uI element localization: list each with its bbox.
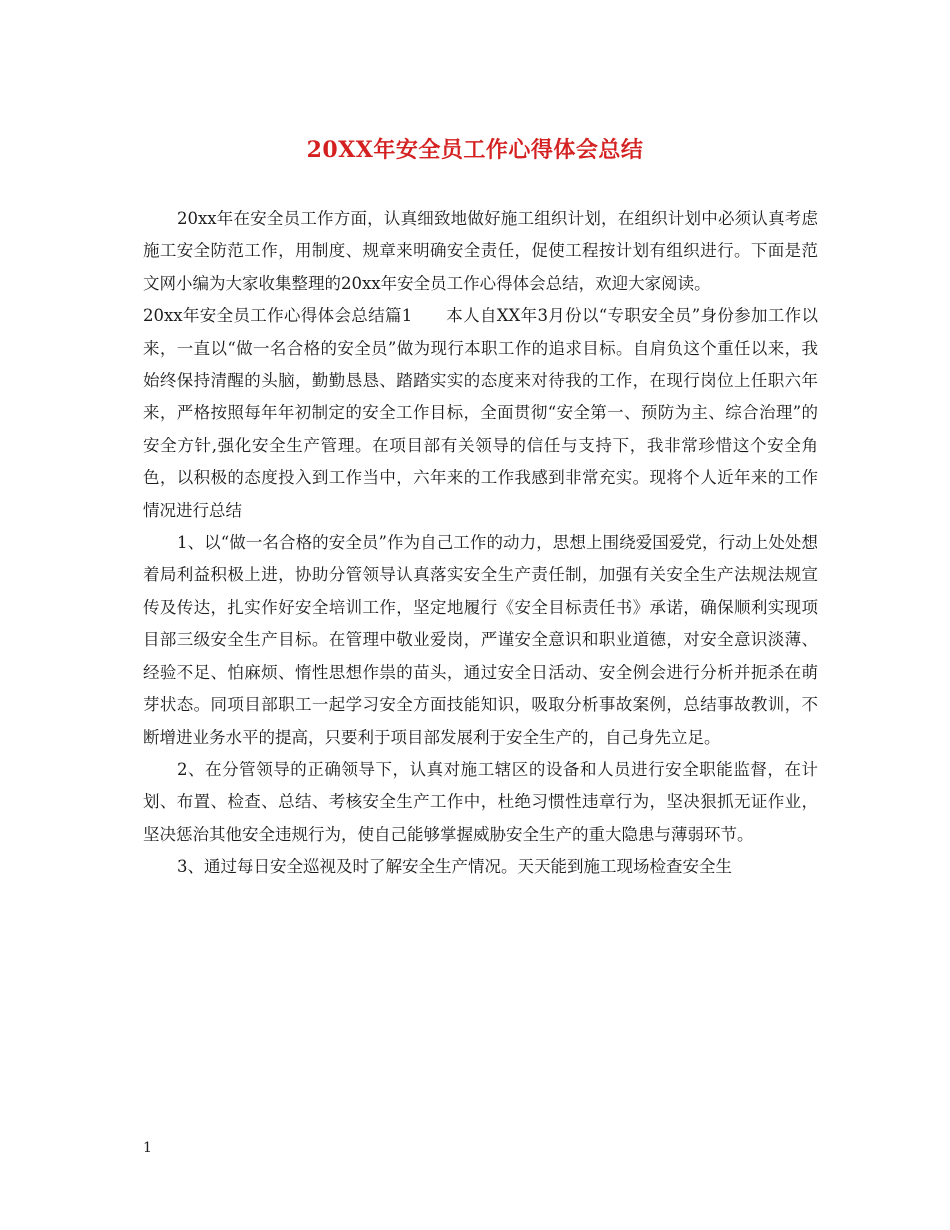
paragraph-item-3: 3、通过每日安全巡视及时了解安全生产情况。天天能到施工现场检查安全生 <box>177 857 732 877</box>
page-number: 1 <box>143 1140 152 1156</box>
paragraph-item-2: 2、在分管领导的正确领导下，认真对施工辖区的设备和人员进行安全职能监督，在计划、布置、检查、总结、考核安全生产工作中，杜绝习惯性违章行为，坚决狠抓无证作业，坚决惩治其他安全违规行为，使自己能够掌握威胁安全生产的重大隐患与薄弱环节。 <box>143 759 818 844</box>
paragraph-item-1: 1、以“做一名合格的安全员”作为自己工作的动力，思想上围绕爱国爱党，行动上处处想着局利益积极上进，协助分管领导认真落实安全生产责任制，加强有关安全生产法规法规宣传及传达，扎实作好安全培训工作，坚定地履行《安全目标责任书》承诺，确保顺利实现项目部三级安全生产目标。在管理中敬业爱岗，严谨安全意识和职业道德，对安全意识淡薄、经验不足、怕麻烦、惰性思想作祟的苗头，通过安全日活动、安全例会进行分析并扼杀在萌芽状态。同项目部职工一起学习安全方面技能知识，吸取分析事故案例，总结事故教训，不断增进业务水平的提高，只要利于项目部发展利于安全生产的，自己身先立足。 <box>143 533 818 747</box>
document-body <box>143 203 818 884</box>
paragraph-intro: 20xx年在安全员工作方面，认真细致地做好施工组织计划，在组织计划中必须认真考虑施工安全防范工作，用制度、规章来明确安全责任，促使工程按计划有组织进行。下面是范文网小编为大家收集整理的20xx年安全员工作心得体会总结，欢迎大家阅读。 <box>143 209 818 293</box>
paragraph-section-1: 20xx年安全员工作心得体会总结篇1 本人自XX年3月份以“专职安全员”身份参加工作以来，一直以“做一名合格的安全员”做为现行本职工作的追求目标。自肩负这个重任以来，我始终保持清醒的头脑，勤勤恳恳、踏踏实实的态度来对待我的工作，在现行岗位上任职六年来，严格按照每年年初制定的安全工作目标，全面贯彻“安全第一、预防为主、综合治理”的安全方针,强化安全生产管理。在项目部有关领导的信任与支持下，我非常珍惜这个安全角色，以积极的态度投入到工作当中，六年来的工作我感到非常充实。现将个人近年来的工作情况进行总结 <box>143 306 818 520</box>
document-title: 20XX年安全员工作心得体会总结 <box>306 137 644 163</box>
